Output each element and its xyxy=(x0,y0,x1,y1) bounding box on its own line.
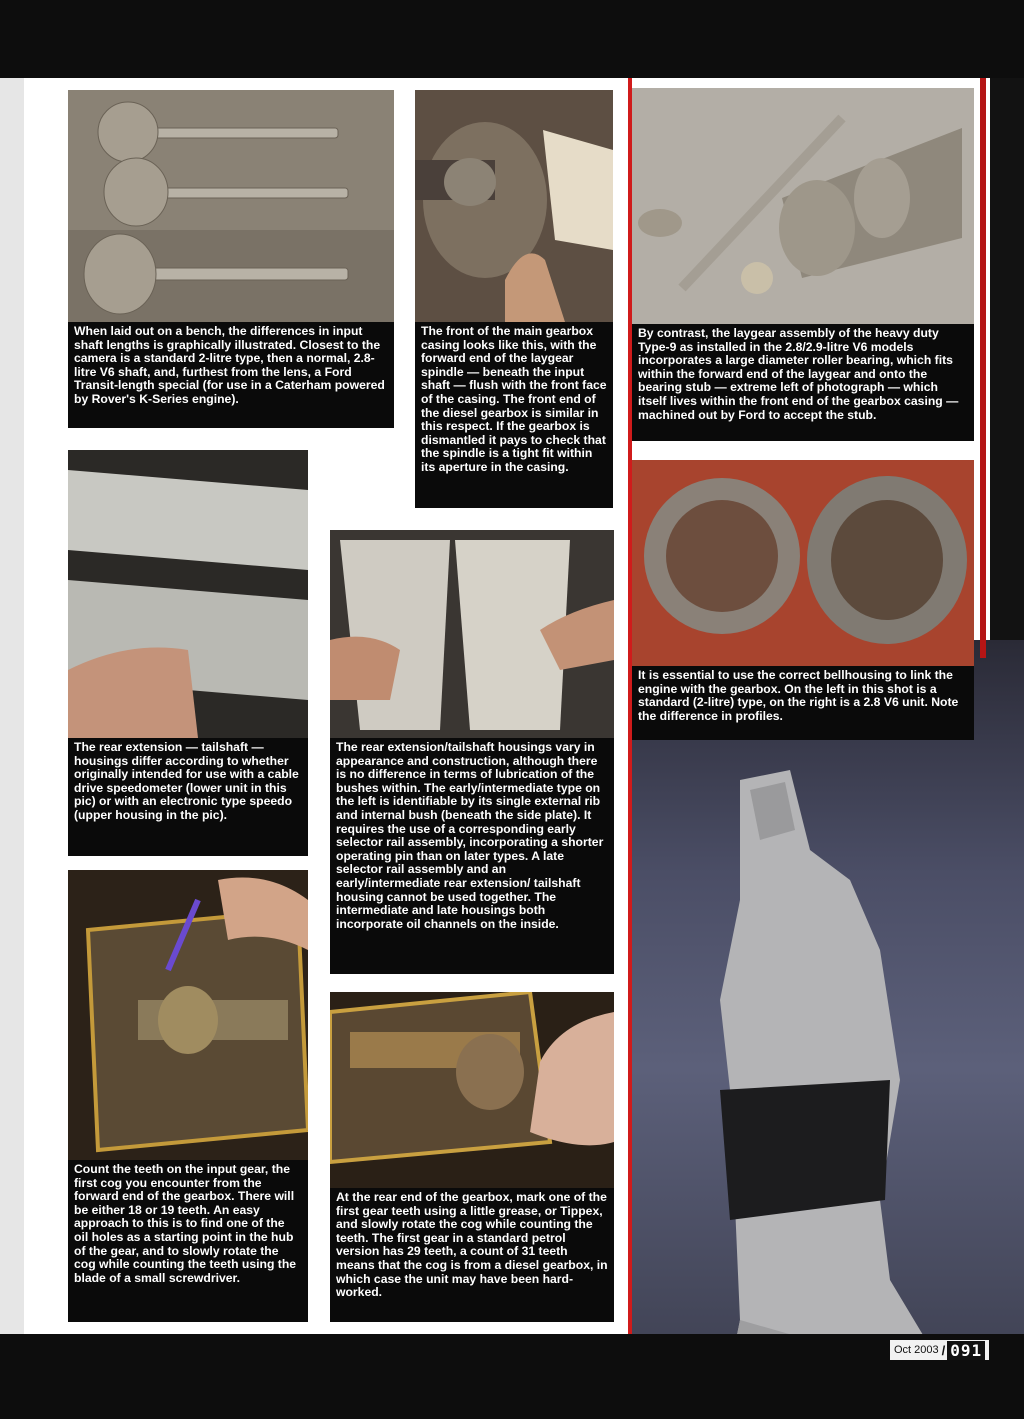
caption-count-teeth: Count the teeth on the input gear, the first cog you encounter from the forward end of the gearbox. There will be either 18 or 19 teeth. An easy approach to this is to find one of the oil holes as a starting point in the hub of the gear, and to slowly rotate the cog while counting the teeth using the blade of a small screwdriver. xyxy=(68,1160,308,1322)
right-edge-rule xyxy=(980,78,986,658)
top-dark-band xyxy=(0,0,1024,78)
photo-gearbox-studio xyxy=(680,760,980,1419)
caption-rear-end-teeth: At the rear end of the gearbox, mark one of the first gear teeth using a little grease, or Tippex, and slowly rotate the cog while counting the teeth. The first gear in a standard petrol version has 29 teeth, a count of 31 teeth means that the cog is from a diesel gearbox, in which case the unit may have been hard-worked. xyxy=(330,1188,614,1322)
page-gutter xyxy=(0,78,24,1334)
caption-tailshaft-housings: The rear extension/tailshaft housings vary in appearance and construction, although there is no difference in terms of lubrication of the bushes within. The early/intermediate type on the left is identifiable by its single external rib and internal bush (beneath the side plate). It requires the use of a corresponding early selector rail assembly, incorporating a shorter operating pin than on later types. A late selector rail assembly and an early/intermediate rear extension/ tailshaft housing cannot be used together. The intermediate and late housings both incorporate oil channels on the inside. xyxy=(330,738,614,974)
bottom-dark-band xyxy=(0,1334,1024,1419)
caption-rear-extensions: The rear extension — tailshaft — housings differ according to whether originally intended for use with a cable drive speedometer (lower unit in this pic) or with an electronic type speedo (upper housing in the pic). xyxy=(68,738,308,856)
photo-rear-end-teeth xyxy=(330,992,614,1188)
photo-casing-front xyxy=(415,90,613,322)
photo-tailshaft-housings xyxy=(330,530,614,738)
page-number: 091 xyxy=(947,1341,985,1360)
caption-input-shafts: When laid out on a bench, the differences in input shaft lengths is graphically illustrated. Closest to the camera is a standard 2-litre type, then a normal, 2.8-litre V6 shaft, and, furthest from the lens, a Ford Transit-length special (for use in a Caterham powered by Rover's K-Series engine). xyxy=(68,322,394,428)
caption-casing-front: The front of the main gearbox casing looks like this, with the forward end of the laygear spindle — beneath the input shaft — flush with the front face of the casing. The front end of the diesel gearbox is similar in this respect. If the gearbox is dismantled it pays to check that the spindle is a tight fit within its aperture in the casing. xyxy=(415,322,613,508)
page-divider-rule xyxy=(628,78,632,1334)
photo-bellhousings xyxy=(632,460,974,666)
photo-input-shafts xyxy=(68,90,394,322)
issue-date: Oct 2003 xyxy=(894,1344,939,1356)
photo-count-teeth xyxy=(68,870,308,1160)
photo-laygear xyxy=(632,88,974,324)
caption-laygear: By contrast, the laygear assembly of the heavy duty Type-9 as installed in the 2.8/2.9-litre V6 models incorporates a large diameter roller bearing, which fits within the forward end of the laygear and onto the bearing stub — extreme left of photograph — which itself lives within the front end of the gearbox casing — machined out by Ford to accept the stub. xyxy=(632,324,974,441)
page-folio xyxy=(890,1340,989,1360)
photo-rear-extensions xyxy=(68,450,308,738)
magazine-logo-mark: / xyxy=(941,1342,946,1358)
caption-bellhousings: It is essential to use the correct bellhousing to link the engine with the gearbox. On the left in this shot is a standard (2-litre) type, on the right is a 2.8 V6 unit. Note the difference in profiles. xyxy=(632,666,974,740)
